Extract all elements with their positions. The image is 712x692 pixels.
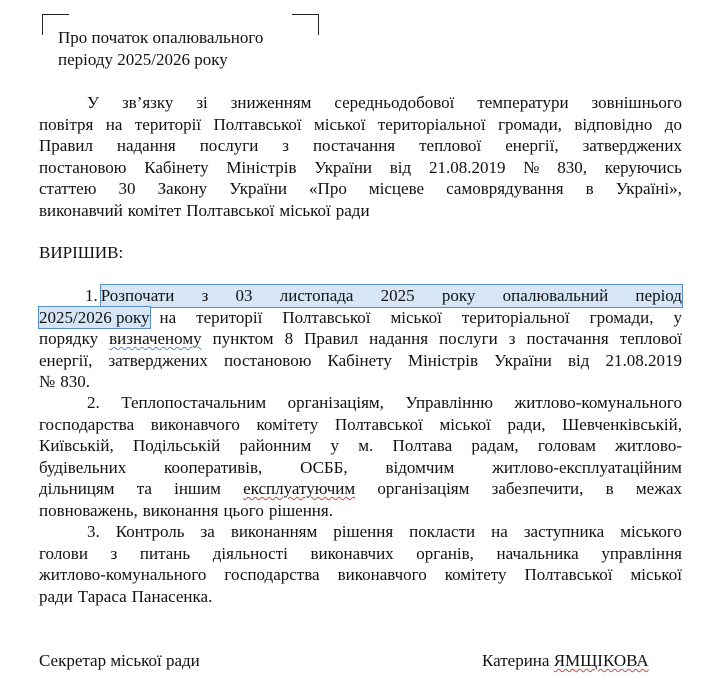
word: органів, bbox=[416, 543, 474, 563]
word: ради bbox=[335, 200, 370, 220]
word: на bbox=[491, 522, 508, 541]
word: визначеному bbox=[109, 329, 202, 348]
word: 30 bbox=[118, 179, 136, 198]
word: Київській, bbox=[39, 436, 114, 455]
word: «Про bbox=[309, 179, 347, 198]
word: відповідно bbox=[574, 114, 653, 134]
preamble-line bbox=[39, 135, 682, 157]
word: виконавчого bbox=[150, 414, 240, 434]
word: комітету bbox=[444, 565, 507, 584]
word: Теплопостачальним bbox=[121, 393, 267, 412]
word: Правил bbox=[304, 329, 359, 348]
word: господарства bbox=[39, 414, 135, 434]
word: Закону bbox=[157, 179, 208, 198]
word: міської bbox=[439, 414, 491, 434]
word: головам bbox=[537, 436, 596, 455]
word: Управлінню bbox=[405, 393, 494, 412]
word: на bbox=[159, 307, 177, 327]
word: 21.08.2019 bbox=[605, 350, 682, 370]
word: голови bbox=[39, 543, 88, 563]
word: Панасенка. bbox=[131, 586, 213, 606]
preamble-line bbox=[39, 114, 682, 136]
word: громади, bbox=[498, 114, 562, 134]
word: господарства bbox=[224, 565, 320, 584]
word: в bbox=[585, 179, 594, 198]
word: в bbox=[605, 479, 614, 498]
word: житлово-експлуатаційним bbox=[492, 457, 682, 477]
word: районним bbox=[239, 436, 312, 455]
item2-line bbox=[39, 414, 682, 436]
item2-line bbox=[39, 500, 682, 522]
word: територіальної bbox=[461, 307, 570, 327]
word: 2. bbox=[87, 393, 100, 412]
word: Міністрів bbox=[226, 157, 297, 177]
word: опалювальний bbox=[502, 286, 609, 305]
word: м. bbox=[358, 436, 374, 455]
surname: ЯМЩІКОВА bbox=[553, 651, 649, 670]
word: у bbox=[330, 436, 339, 455]
word: комітету bbox=[256, 414, 319, 434]
word: року bbox=[441, 286, 476, 305]
signatory-name-text: Катерина ЯМЩІКОВА bbox=[482, 651, 649, 670]
word: за bbox=[200, 522, 215, 541]
word: енергії, bbox=[39, 350, 93, 370]
word: міського bbox=[620, 522, 682, 541]
word: У bbox=[87, 93, 100, 112]
word: з bbox=[508, 329, 516, 348]
word: відомчим bbox=[385, 457, 455, 477]
document-title bbox=[58, 27, 263, 71]
word: діяльності bbox=[212, 543, 288, 563]
word: ради bbox=[39, 586, 73, 606]
item2-line bbox=[39, 435, 682, 457]
word: міської bbox=[390, 307, 442, 327]
word: енергії, bbox=[505, 136, 559, 155]
word: Україні», bbox=[615, 179, 682, 198]
word: статтею bbox=[39, 179, 97, 198]
word: виконанням bbox=[230, 522, 318, 541]
item1-line bbox=[39, 328, 682, 350]
word: радам, bbox=[471, 436, 519, 455]
word: Контроль bbox=[115, 522, 185, 541]
word: 830, bbox=[557, 157, 587, 177]
item1-line bbox=[39, 350, 682, 372]
word: № bbox=[523, 157, 540, 177]
word: громади, bbox=[589, 307, 654, 327]
word: комітет bbox=[127, 200, 182, 220]
word: міської bbox=[279, 200, 331, 220]
word: повітря bbox=[39, 114, 94, 134]
preamble-line bbox=[39, 157, 682, 179]
word: зовнішнього bbox=[591, 93, 682, 112]
word: території bbox=[134, 114, 202, 134]
decided-heading: ВИРІШИВ: bbox=[39, 243, 124, 262]
word: організаціям bbox=[377, 479, 470, 498]
word: теплової bbox=[419, 136, 482, 155]
word: послуги bbox=[199, 136, 259, 155]
word: надання bbox=[369, 329, 429, 348]
word: Полтавської bbox=[186, 200, 275, 220]
word: Шевченківській, bbox=[562, 414, 682, 434]
item1-line-1 bbox=[39, 285, 682, 307]
item2-line bbox=[39, 478, 682, 500]
selected-text[interactable]: 2025/2026 року bbox=[39, 307, 150, 327]
signatory-position: Секретар міської ради bbox=[39, 651, 200, 670]
word: міської bbox=[630, 565, 682, 584]
word: період bbox=[635, 286, 682, 305]
word: затверджених bbox=[108, 350, 208, 370]
word: Полтава bbox=[392, 436, 453, 455]
word: покласти bbox=[409, 522, 476, 541]
word: України bbox=[314, 157, 373, 177]
word: керуючись bbox=[604, 157, 682, 177]
word: Розпочати bbox=[100, 286, 175, 305]
word: рішення. bbox=[268, 500, 333, 520]
word: з bbox=[282, 136, 289, 155]
word: заступника bbox=[523, 522, 605, 541]
title-line: Про початок опалювального bbox=[58, 28, 264, 47]
item3-line bbox=[39, 586, 682, 608]
word: зв’язку bbox=[121, 93, 174, 112]
word: у bbox=[673, 307, 682, 327]
word: зі bbox=[196, 93, 208, 112]
word: начальника bbox=[496, 543, 579, 563]
word: виконавчих bbox=[310, 543, 394, 563]
word: повноважень, bbox=[39, 500, 138, 520]
word: рішення bbox=[333, 522, 394, 541]
word: постановою bbox=[223, 350, 312, 370]
word: Подільській bbox=[132, 436, 221, 455]
word: будівельних bbox=[39, 457, 127, 477]
word: міської bbox=[314, 114, 366, 134]
word: питань bbox=[139, 543, 191, 563]
word: управління bbox=[601, 543, 682, 563]
word: від bbox=[389, 157, 412, 177]
word: зниженням bbox=[230, 93, 312, 112]
word: дільницям bbox=[39, 479, 115, 498]
selected-text[interactable] bbox=[101, 285, 682, 307]
word: постачання bbox=[526, 329, 609, 348]
word: Полтавської bbox=[334, 414, 423, 434]
title-line: періоду 2025/2026 року bbox=[58, 50, 228, 69]
word: Кабінету bbox=[327, 350, 392, 370]
word: порядку bbox=[39, 329, 99, 348]
word: середньодобової bbox=[334, 93, 455, 112]
item1-line-2-rest bbox=[160, 307, 683, 329]
word: та bbox=[136, 479, 152, 498]
word: 8 bbox=[284, 329, 294, 348]
word: ОСББ, bbox=[300, 457, 348, 477]
word: Міністрів bbox=[407, 350, 479, 370]
word: листопада bbox=[279, 286, 354, 305]
item1-line bbox=[39, 371, 682, 393]
word: з bbox=[110, 543, 118, 563]
word: температури bbox=[477, 93, 569, 112]
word: забезпечити, bbox=[491, 479, 584, 498]
word: на bbox=[105, 114, 123, 134]
word: територіальної bbox=[377, 114, 486, 134]
word: пунктом bbox=[212, 329, 274, 348]
word: території bbox=[196, 307, 263, 327]
title-corner-right bbox=[292, 14, 319, 35]
preamble-line bbox=[39, 92, 682, 114]
word: виконання bbox=[142, 500, 219, 520]
word: Полтавської bbox=[524, 565, 613, 584]
decision-item-2 bbox=[39, 392, 682, 521]
preamble-paragraph bbox=[39, 92, 682, 221]
decision-item-1 bbox=[39, 285, 682, 393]
word: Полтавської bbox=[282, 307, 371, 327]
word: іншим bbox=[174, 479, 221, 498]
word: 03 bbox=[235, 286, 253, 305]
word: житлово-комунального bbox=[39, 565, 207, 584]
word: Полтавської bbox=[213, 114, 302, 134]
word: Кабінету bbox=[144, 157, 209, 177]
word: межах bbox=[635, 479, 682, 498]
word: надання bbox=[116, 136, 176, 155]
word: послуги bbox=[439, 329, 498, 348]
word: житлово-комунального bbox=[514, 393, 682, 412]
word: Тараса bbox=[77, 586, 127, 606]
word: самоврядування bbox=[446, 179, 564, 198]
word: теплової bbox=[619, 329, 682, 348]
signatory-name bbox=[482, 650, 649, 671]
word: 830. bbox=[60, 372, 90, 391]
word: України bbox=[494, 350, 552, 370]
word: експлуатуючим bbox=[243, 479, 356, 498]
decision-item-3 bbox=[39, 521, 682, 607]
item3-line bbox=[39, 564, 682, 586]
word: з bbox=[201, 286, 209, 305]
word: цього bbox=[223, 500, 264, 520]
word: виконавчого bbox=[337, 565, 427, 584]
item3-line bbox=[39, 521, 682, 543]
preamble-line bbox=[39, 178, 682, 200]
word: Правил bbox=[39, 136, 93, 155]
word: 2025 bbox=[380, 286, 415, 305]
word: місцеве bbox=[368, 179, 425, 198]
word: України bbox=[229, 179, 287, 198]
item3-line bbox=[39, 543, 682, 565]
word: постановою bbox=[39, 157, 127, 177]
item2-line bbox=[39, 457, 682, 479]
item2-line bbox=[39, 392, 682, 414]
word: до bbox=[664, 114, 682, 134]
word: 21.08.2019 bbox=[428, 157, 506, 177]
word: 3. bbox=[87, 522, 100, 541]
item1-line-2 bbox=[39, 307, 682, 329]
word: ради, bbox=[507, 414, 546, 434]
preamble-line bbox=[39, 200, 682, 222]
word: затверджених bbox=[582, 136, 682, 155]
word: від bbox=[567, 350, 590, 370]
word: кооперативів, bbox=[164, 457, 263, 477]
word: № bbox=[39, 372, 56, 391]
word: житлово- bbox=[615, 436, 682, 455]
item1-number: 1. bbox=[85, 286, 98, 305]
word: організаціям, bbox=[287, 393, 384, 412]
word: виконавчий bbox=[39, 200, 123, 220]
word: постачання bbox=[312, 136, 396, 155]
